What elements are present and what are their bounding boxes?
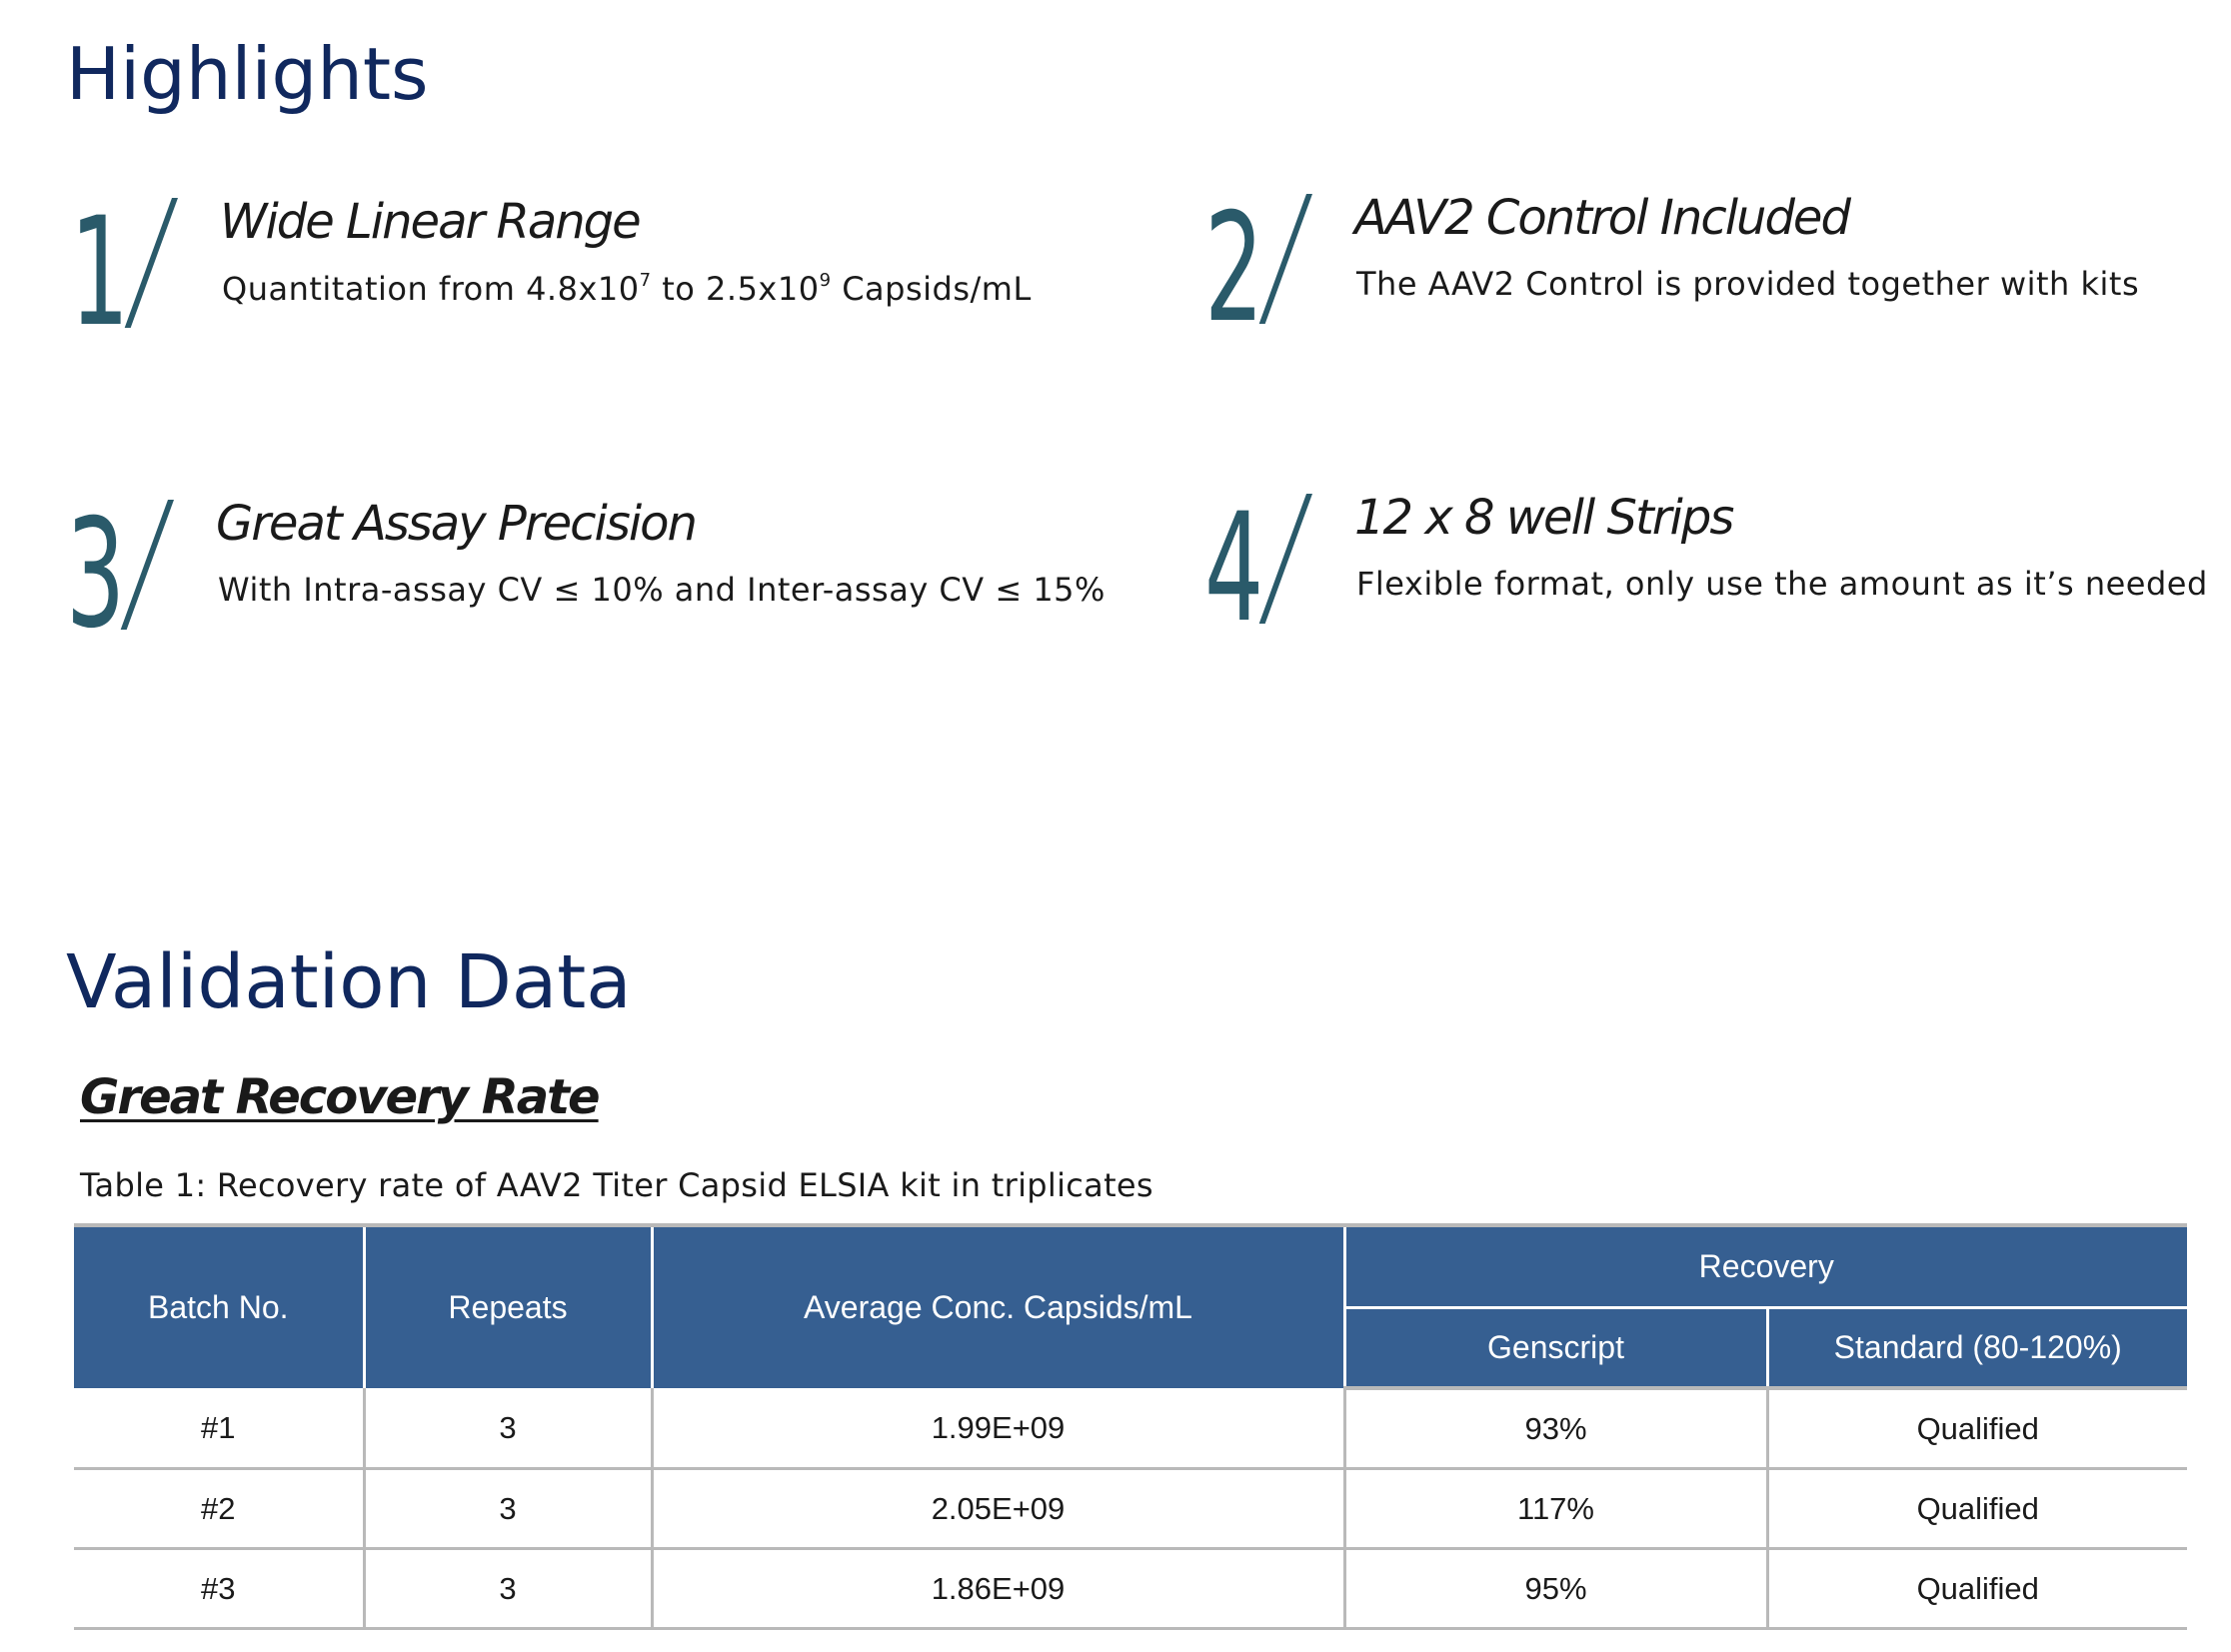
cell-batch: #2 (74, 1469, 364, 1549)
recovery-subheading: Great Recovery Rate (80, 1069, 599, 1125)
header-genscript: Genscript (1344, 1308, 1767, 1389)
highlight-title: 12 x 8 well Strips (1354, 490, 1733, 546)
highlight-number: 2 (1204, 182, 1264, 356)
cell-repeats: 3 (364, 1549, 652, 1629)
table-row (74, 1388, 2187, 1469)
header-standard: Standard (80-120%) (1767, 1308, 2187, 1389)
slash-divider (121, 500, 174, 630)
table-caption: Table 1: Recovery rate of AAV2 Titer Capsid ELSIA kit in triplicates (80, 1166, 1153, 1204)
header-repeats: Repeats (364, 1225, 652, 1388)
highlight-description: The AAV2 Control is provided together with kits (1356, 265, 2140, 303)
slash-divider (1259, 194, 1312, 324)
highlight-number: 1 (70, 186, 130, 360)
highlight-number: 3 (66, 488, 126, 662)
highlight-description: With Intra-assay CV ≤ 10% and Inter-assay CV ≤ 15% (218, 571, 1106, 609)
highlight-2 (1204, 182, 2204, 356)
highlight-title: Great Assay Precision (216, 496, 696, 552)
slash-divider (1259, 494, 1312, 624)
highlight-number: 4 (1204, 482, 1264, 656)
highlight-3 (66, 488, 1106, 662)
cell-repeats: 3 (364, 1469, 652, 1549)
highlight-1 (70, 186, 1070, 360)
cell-batch: #1 (74, 1388, 364, 1469)
cell-standard: Qualified (1767, 1388, 2187, 1469)
highlight-title: Wide Linear Range (220, 194, 640, 250)
validation-heading: Validation Data (66, 939, 632, 1025)
table-row (74, 1469, 2187, 1549)
cell-batch: #3 (74, 1549, 364, 1629)
highlight-4 (1204, 482, 2208, 656)
cell-average-conc: 1.86E+09 (652, 1549, 1344, 1629)
cell-average-conc: 2.05E+09 (652, 1469, 1344, 1549)
cell-genscript: 117% (1344, 1469, 1767, 1549)
highlight-description: Flexible format, only use the amount as it’s needed (1356, 565, 2208, 603)
highlight-title: AAV2 Control Included (1354, 190, 1849, 246)
cell-average-conc: 1.99E+09 (652, 1388, 1344, 1469)
cell-standard: Qualified (1767, 1469, 2187, 1549)
cell-genscript: 95% (1344, 1549, 1767, 1629)
highlight-description: Quantitation from $4.8x10^7$ to $2.5x10^9$ Capsids/mL (222, 270, 1032, 308)
cell-standard: Qualified (1767, 1549, 2187, 1629)
header-batch: Batch No. (74, 1225, 364, 1388)
header-recovery: Recovery (1344, 1225, 2187, 1308)
cell-genscript: 93% (1344, 1388, 1767, 1469)
slash-divider (125, 198, 178, 328)
highlights-heading: Highlights (66, 32, 429, 116)
recovery-table (74, 1223, 2187, 1630)
header-average-conc: Average Conc. Capsids/mL (652, 1225, 1344, 1388)
cell-repeats: 3 (364, 1388, 652, 1469)
table-row (74, 1549, 2187, 1629)
